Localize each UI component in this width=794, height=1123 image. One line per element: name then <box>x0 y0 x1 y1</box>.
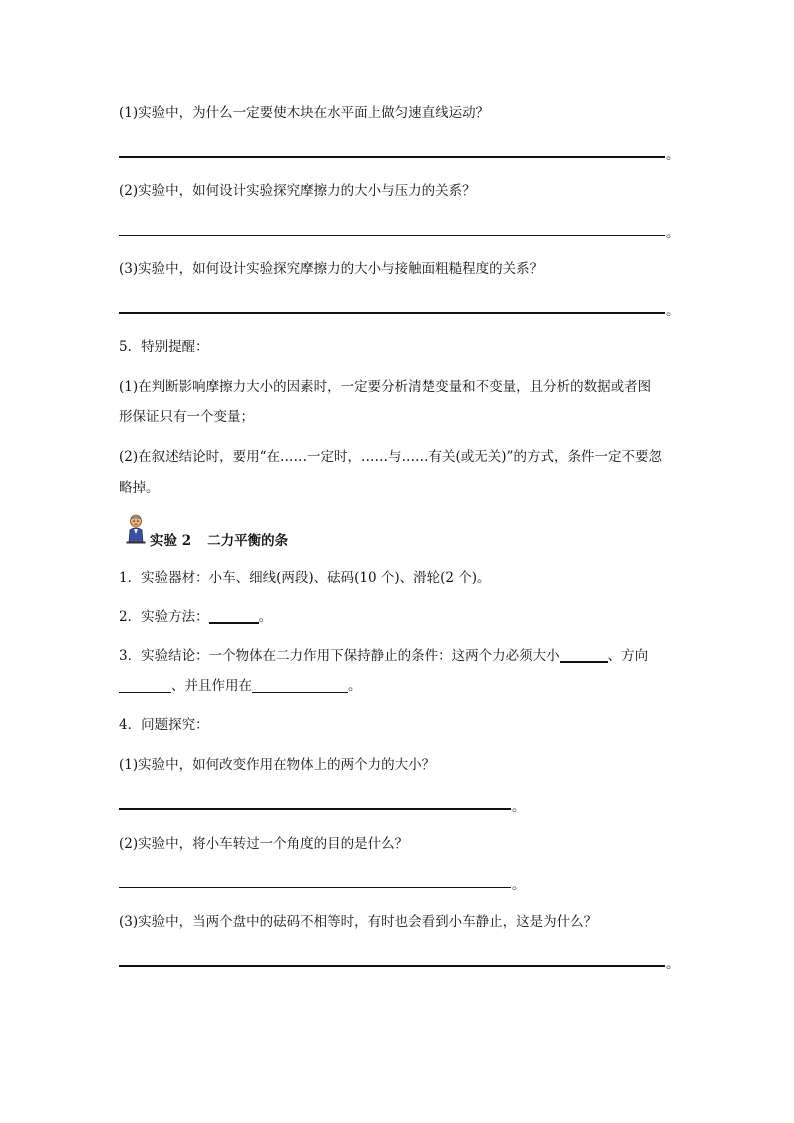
direction-blank[interactable] <box>119 678 171 693</box>
tip-2-line-1: (2)在叙述结论时，要用“在……一定时，……与……有关(或无关)”的方式，条件一定不要忽 <box>119 449 662 465</box>
exp2-answer-line-3[interactable] <box>119 953 680 972</box>
exp2-item-1: 1．实验器材：小车、细线(两段)、砝码(10 个)、滑轮(2 个)。 <box>119 570 491 586</box>
exp2-answer-line-1[interactable] <box>119 796 529 815</box>
location-blank[interactable] <box>252 678 348 693</box>
end-mark: 。 <box>666 303 680 319</box>
exp2-question-3: (3)实验中，当两个盘中的砝码不相等时，有时也会看到小车静止，这是为什么？ <box>119 914 598 930</box>
exp1-answer-line-2[interactable] <box>119 222 680 241</box>
exp1-answer-line-3[interactable] <box>119 300 680 319</box>
tip-title: 5．特别提醒： <box>119 339 209 355</box>
end-mark: 。 <box>512 799 526 815</box>
experiment-2-heading <box>140 532 288 550</box>
end-mark: 。 <box>512 877 526 893</box>
tip-1-line-2: 形保证只有一个变量； <box>119 409 254 425</box>
exp2-question-2: (2)实验中，将小车转过一个角度的目的是什么？ <box>119 836 409 852</box>
magnitude-blank[interactable] <box>560 647 608 663</box>
exp1-question-1: (1)实验中，为什么一定要使木块在水平面上做匀速直线运动？ <box>119 105 490 121</box>
method-blank[interactable] <box>209 608 259 624</box>
tip-2-line-2: 略掉。 <box>119 480 160 496</box>
exp2-question-1: (1)实验中，如何改变作用在物体上的两个力的大小？ <box>119 757 436 773</box>
exp2-item-3-line-2: 、并且作用在 。 <box>119 677 362 695</box>
end-mark: 。 <box>666 956 680 972</box>
exp1-answer-line-1[interactable] <box>119 144 680 163</box>
experiment-2-title: 二力平衡的条 <box>207 533 289 549</box>
exp2-item-3-line-1: 3．实验结论：一个物体在二力作用下保持静止的条件：这两个力必须大小 、方向 <box>119 648 649 664</box>
exp2-item-2: 2．实验方法： 。 <box>119 609 273 625</box>
exp1-question-3: (3)实验中，如何设计实验探究摩擦力的大小与接触面粗糙程度的关系？ <box>119 261 544 277</box>
exp2-item-4: 4．问题探究： <box>119 717 209 733</box>
exp1-question-2: (2)实验中，如何设计实验探究摩擦力的大小与压力的关系？ <box>119 183 476 199</box>
experiment-2-label: 实验 2 <box>150 533 192 549</box>
end-mark: 。 <box>666 225 680 241</box>
exp2-answer-line-2[interactable] <box>119 874 529 893</box>
end-mark: 。 <box>666 147 680 163</box>
tip-1-line-1: (1)在判断影响摩擦力大小的因素时，一定要分析清楚变量和不变量，且分析的数据或者图 <box>119 379 652 395</box>
